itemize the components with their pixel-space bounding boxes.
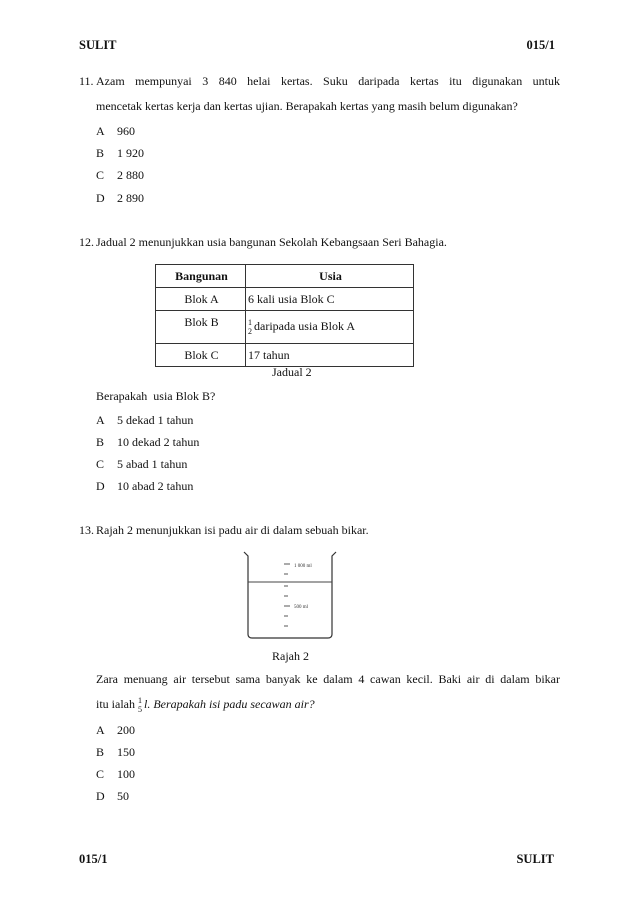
table-cell-age [246, 311, 414, 344]
table-row [156, 344, 414, 367]
option-letter: A [96, 124, 105, 138]
fraction-denominator: 2 [248, 327, 252, 336]
option-letter: B [96, 435, 105, 449]
option-text: 50 [117, 789, 129, 803]
q12-number: 12. [79, 235, 94, 249]
option-letter: D [96, 479, 105, 493]
option-text: 2 880 [117, 168, 144, 182]
option-text: 150 [117, 745, 135, 759]
q11-line2: mencetak kertas kerja dan kertas ujian. Berapakah kertas yang masih belum digunakan? [96, 99, 518, 113]
option-letter: C [96, 767, 105, 781]
fraction [248, 318, 252, 336]
table-row [156, 288, 414, 311]
header-right: 015/1 [526, 38, 555, 52]
beaker-icon [244, 552, 336, 638]
table-jadual-2 [155, 264, 414, 367]
option-letter: D [96, 191, 105, 205]
table-row [156, 311, 414, 344]
option-text: 5 abad 1 tahun [117, 457, 188, 471]
table-header-bangunan: Bangunan [156, 265, 246, 288]
table-header-usia: Usia [246, 265, 414, 288]
q12-intro: Jadual 2 menunjukkan usia bangunan Sekolah Kebangsaan Seri Bahagia. [96, 235, 447, 249]
q13-number: 13. [79, 523, 94, 537]
q13-line2-post: l. Berapakah isi padu secawan air? [144, 697, 315, 711]
option-text: 2 890 [117, 191, 144, 205]
figure-caption: Rajah 2 [272, 649, 309, 663]
q12-question: Berapakah usia Blok B? [96, 389, 216, 403]
q11-line1: Azam mempunyai 3 840 helai kertas. Suku daripada kertas itu digunakan untuk [96, 74, 560, 88]
option-text: 1 920 [117, 146, 144, 160]
option-text: 100 [117, 767, 135, 781]
beaker-illustration [236, 548, 348, 642]
scale-ticks [284, 564, 290, 626]
q13-line1: Zara menuang air tersebut sama banyak ke dalam 4 cawan kecil. Baki air di dalam bikar [96, 672, 560, 686]
beaker-mark-mid: 500 ml [294, 605, 309, 610]
beaker-mark-top: 1 000 ml [294, 564, 312, 569]
footer-left: 015/1 [79, 852, 108, 866]
table-cell-age: 6 kali usia Blok C [246, 288, 414, 311]
table-cell-building: Blok B [156, 311, 246, 344]
q11-number: 11. [79, 74, 94, 88]
table-caption: Jadual 2 [272, 365, 312, 379]
q13-intro: Rajah 2 menunjukkan isi padu air di dalam sebuah bikar. [96, 523, 369, 537]
q13-line2-pre: itu ialah [96, 697, 135, 711]
table-header-row [156, 265, 414, 288]
option-text: 5 dekad 1 tahun [117, 413, 194, 427]
fraction-numerator: 1 [248, 318, 252, 327]
fraction-denominator: 5 [138, 705, 142, 715]
option-letter: C [96, 457, 105, 471]
header-left: SULIT [79, 38, 117, 52]
option-text: 10 abad 2 tahun [117, 479, 194, 493]
table-cell-building: Blok C [156, 344, 246, 367]
option-letter: C [96, 168, 105, 182]
fraction [138, 696, 142, 714]
table-cell-building: Blok A [156, 288, 246, 311]
table-cell-age-text: daripada usia Blok A [254, 318, 355, 333]
option-letter: D [96, 789, 105, 803]
option-text: 960 [117, 124, 135, 138]
q13-line2 [96, 692, 315, 716]
footer-right: SULIT [516, 852, 554, 866]
option-letter: B [96, 745, 105, 759]
option-text: 10 dekad 2 tahun [117, 435, 200, 449]
fraction-numerator: 1 [138, 696, 142, 706]
option-text: 200 [117, 723, 135, 737]
option-letter: A [96, 723, 105, 737]
option-letter: A [96, 413, 105, 427]
option-letter: B [96, 146, 105, 160]
table-cell-age: 17 tahun [246, 344, 414, 367]
